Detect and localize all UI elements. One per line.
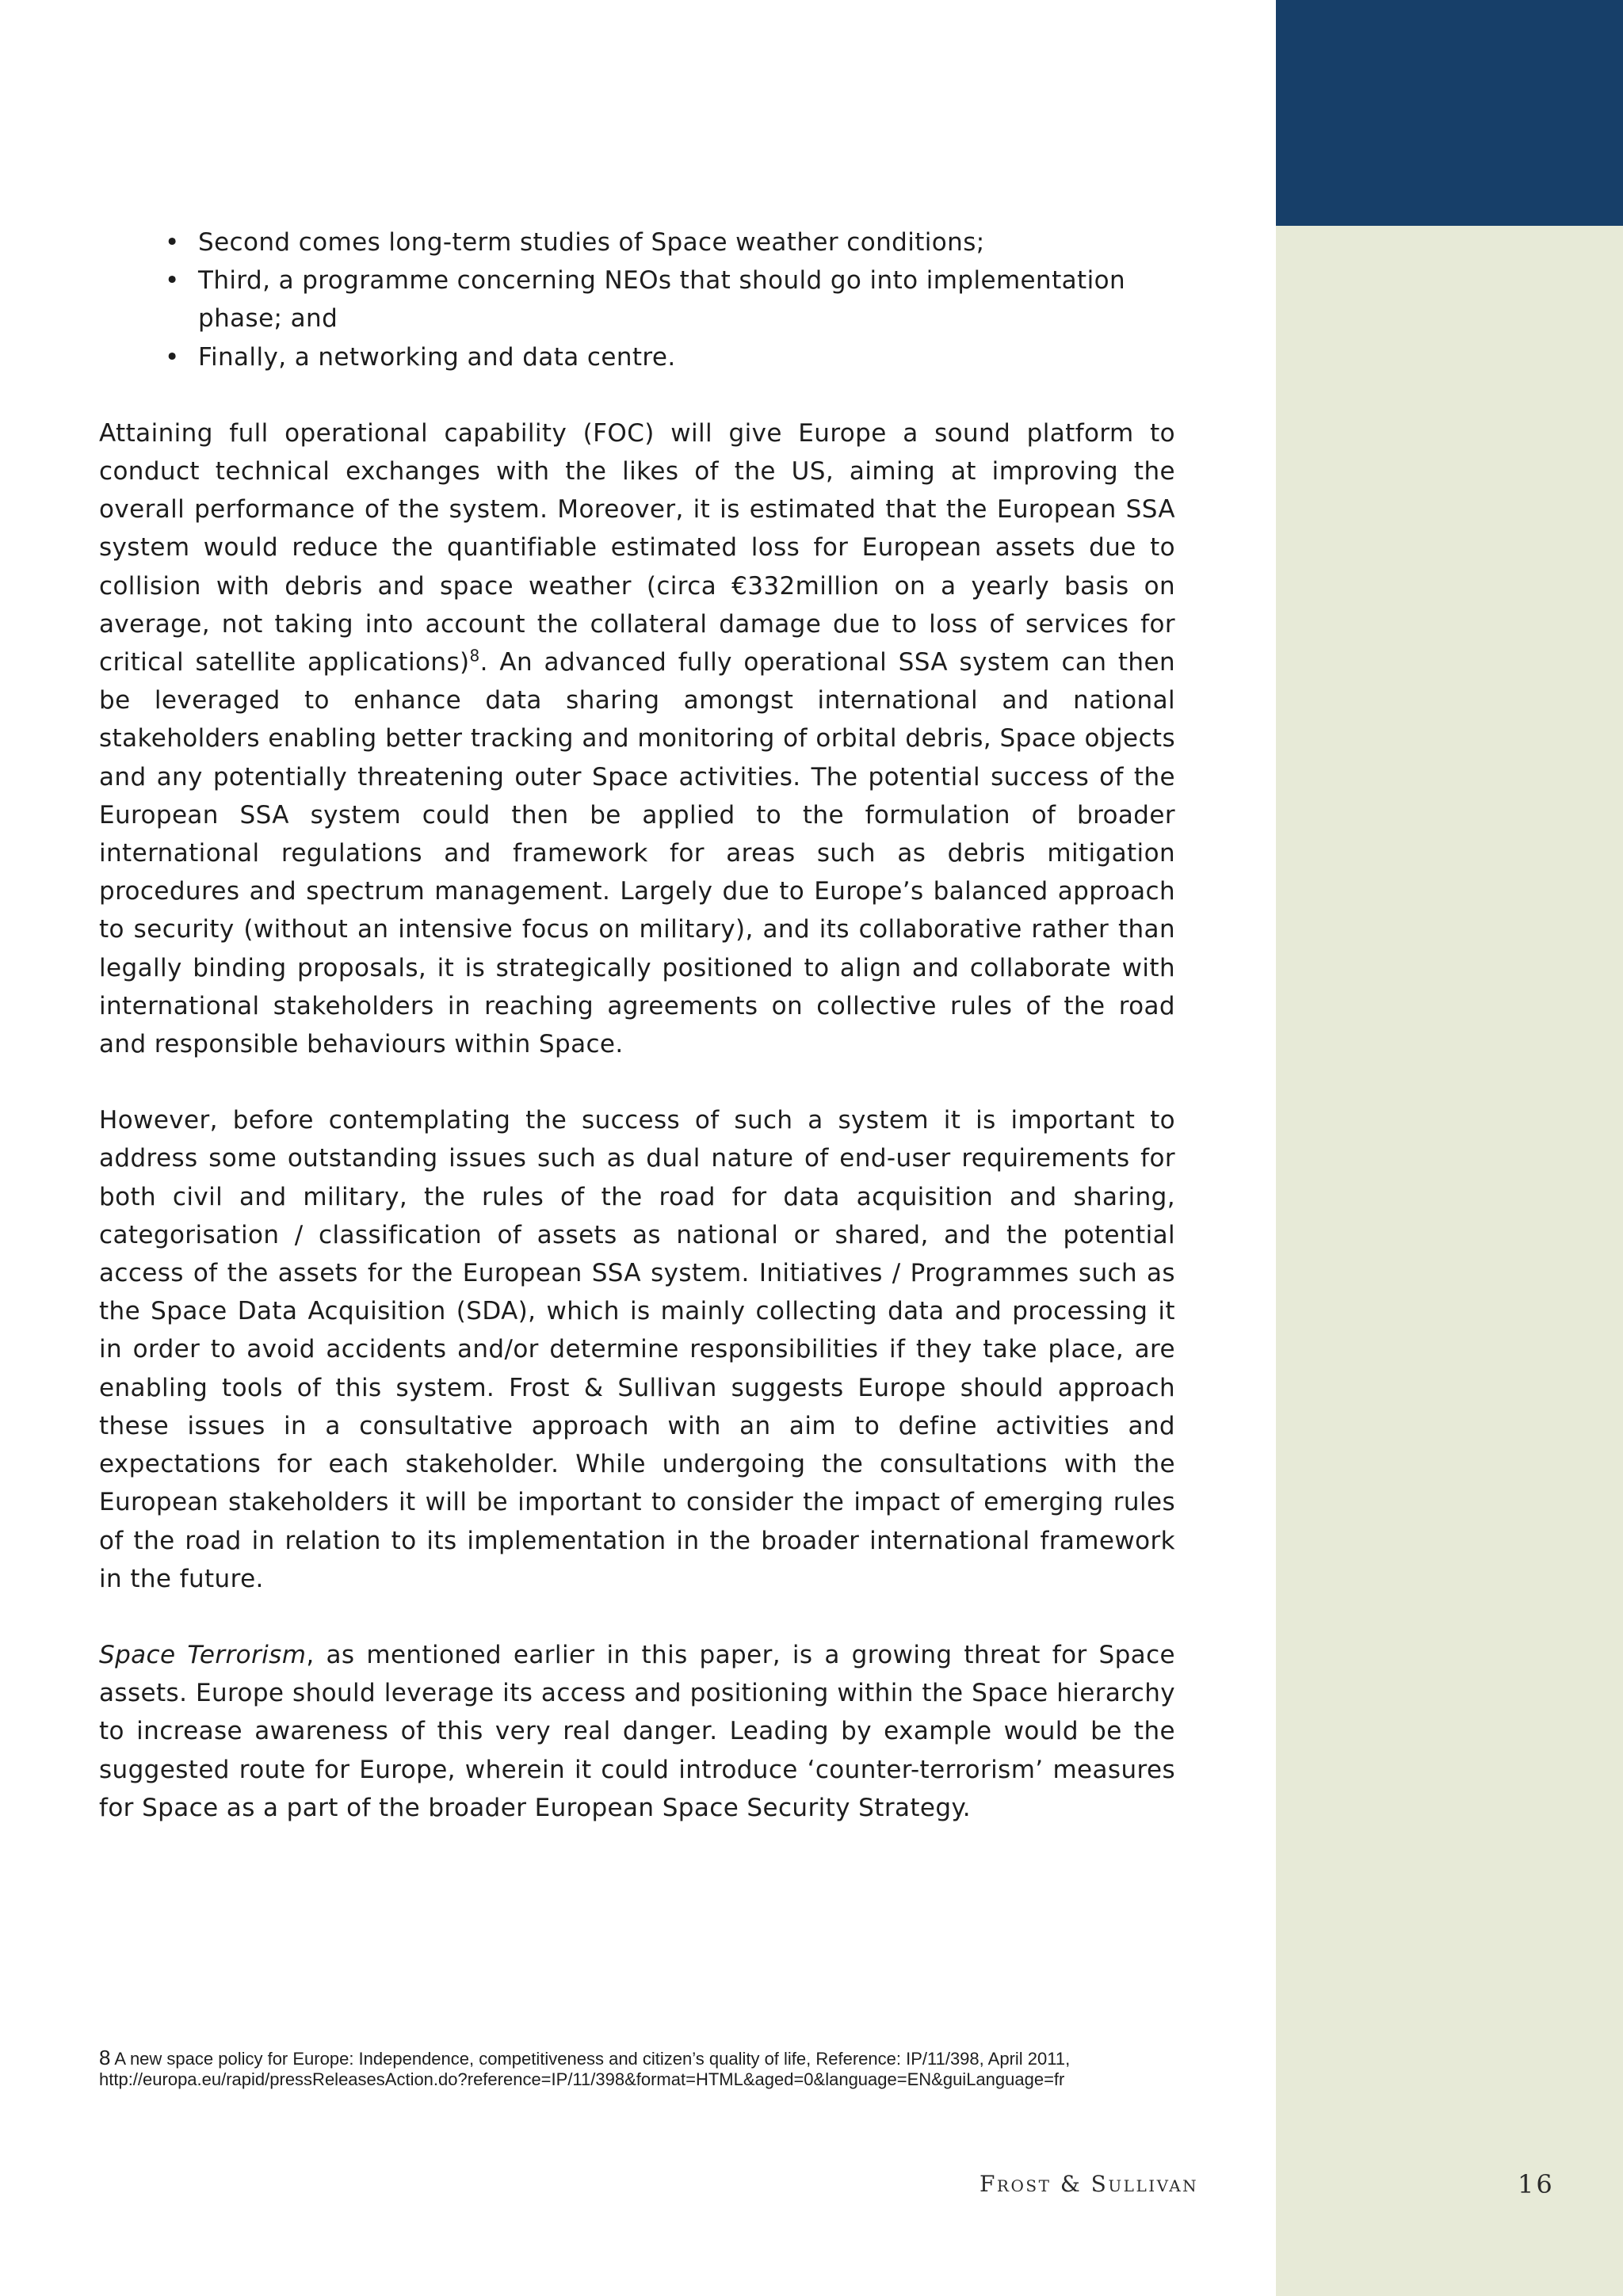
page-number: 16 xyxy=(1518,2169,1555,2199)
bullet-text: Finally, a networking and data centre. xyxy=(198,342,676,372)
footer-brand: Frost & Sullivan xyxy=(980,2171,1199,2197)
bullet-text: Third, a programme concerning NEOs that should go into implementation phase; and xyxy=(198,266,1125,334)
main-content xyxy=(99,223,1175,1827)
list-item xyxy=(165,261,1175,338)
italic-term: Space Terrorism xyxy=(99,1640,307,1669)
footnote-url: http://europa.eu/rapid/pressReleasesAction.do?reference=IP/11/398&format=HTML&aged=0&language=EN&guiLanguage=fr xyxy=(99,2069,1065,2089)
paragraph-text: . An advanced fully operational SSA system can then be leveraged to enhance data sharing amongst international and national stakeholders enabling better tracking and monitoring of orbital debris, Space objects and any potentially threatening outer Space activities. The potential success of the European SSA system could then be applied to the formulation of broader international regulations and framework for areas such as debris mitigation procedures and spectrum management. Largely due to Europe’s balanced approach to security (without an intensive focus on military), and its collaborative rather than legally binding proposals, it is strategically positioned to align and collaborate with international stakeholders in reaching agreements on collective rules of the road and responsible behaviours within Space. xyxy=(99,648,1176,1059)
footnote-number: 8 xyxy=(99,2046,111,2069)
footnote xyxy=(99,2047,1193,2090)
paragraph-ssa-capability xyxy=(99,414,1175,1063)
side-panel xyxy=(1276,0,1623,2296)
paragraph-text: , as mentioned earlier in this paper, is a growing threat for Space assets. Europe should leverage its access and positioning within the Space hierarchy to increase awareness of this very real danger. Leading by example would be the suggested route for Europe, wherein it could introduce ‘counter-terrorism’ measures for Space as a part of the broader European Space Security Strategy. xyxy=(99,1640,1175,1822)
footnote-reference: 8 xyxy=(469,646,480,666)
paragraph-space-terrorism xyxy=(99,1636,1175,1827)
side-header-block xyxy=(1276,0,1623,226)
bullet-icon: • xyxy=(165,228,180,257)
paragraph-text: Attaining full operational capability (FOC) will give Europe a sound platform to conduct technical exchanges with the likes of the US, aiming at improving the overall performance of the system. Moreover, it is estimated that the European SSA system would reduce the quantifiable estimated loss for European assets due to collision with debris and space weather (circa €332million on a yearly basis on average, not taking into account the collateral damage due to loss of services for critical satellite applications) xyxy=(99,418,1175,677)
bullet-text: Second comes long-term studies of Space weather conditions; xyxy=(198,228,985,257)
paragraph-outstanding-issues: However, before contemplating the success of such a system it is important to address some outstanding issues such as dual nature of end-user requirements for both civil and military, the rules of the road for data acquisition and sharing, categorisation / classification of assets as national or shared, and the potential access of the assets for the European SSA system. Initiatives / Programmes such as the Space Data Acquisition (SDA), which is mainly collecting data and processing it in order to avoid accidents and/or determine responsibilities if they take place, are enabling tools of this system. Frost & Sullivan suggests Europe should approach these issues in a consultative approach with an aim to define activities and expectations for each stakeholder. While undergoing the consultations with the European stakeholders it will be important to consider the impact of emerging rules of the road in relation to its implementation in the broader international framework in the future. xyxy=(99,1106,1175,1593)
list-item xyxy=(165,223,1175,261)
bullet-icon: • xyxy=(165,342,180,372)
bullet-icon: • xyxy=(165,266,180,296)
list-item xyxy=(165,338,1175,376)
bullet-list xyxy=(99,223,1175,376)
footnote-text: A new space policy for Europe: Independence, competitiveness and citizen’s quality of life, Reference: IP/11/398, April 2011, xyxy=(110,2049,1071,2069)
